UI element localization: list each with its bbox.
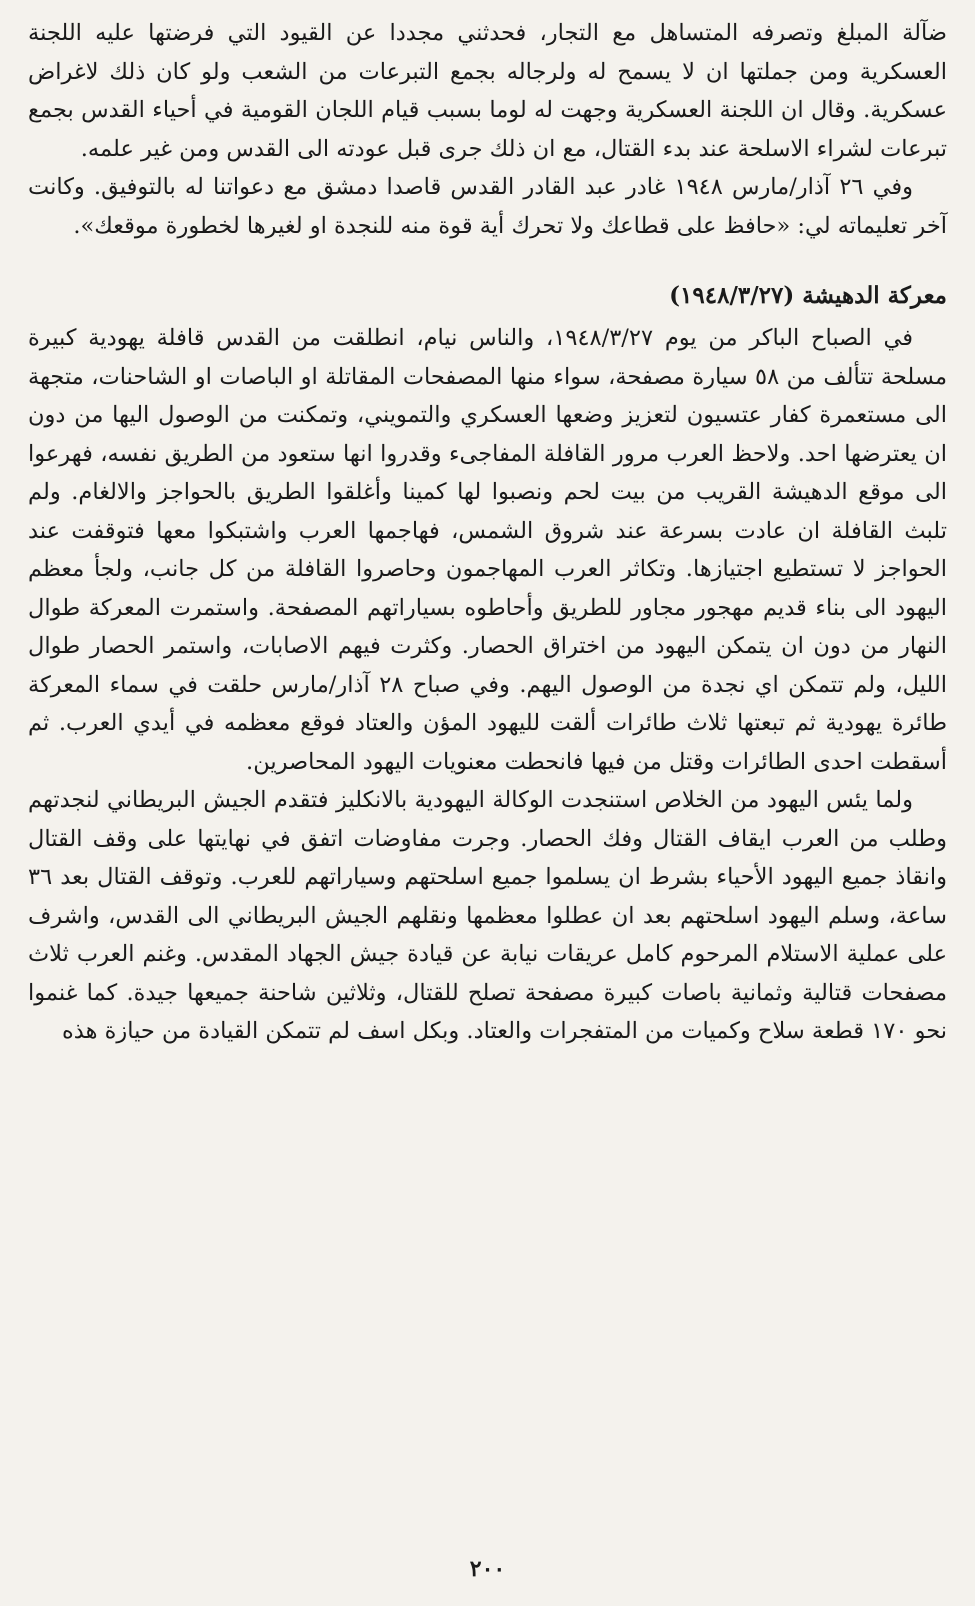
paragraph-1: ضآلة المبلغ وتصرفه المتساهل مع التجار، فحدثني مجددا عن القيود التي فرضتها عليه اللجنة العسكرية ومن جملتها ان لا يسمح له ولرجاله بجمع التبرعات من الشعب ولو كان ذلك لاغراض عسكرية. وقال ان اللجنة العسكرية وجهت له لوما بسبب قيام اللجان القومية في أحياء القدس بجمع تبرعات لشراء الاسلحة عند بدء القتال، مع ان ذلك جرى قبل عودته الى القدس ومن غير علمه. — [28, 20, 947, 162]
paragraph-2: وفي ٢٦ آذار/مارس ١٩٤٨ غادر عبد القادر القدس قاصدا دمشق مع دعواتنا له بالتوفيق. وكانت آخر تعليماته لي: «حافظ على قطاعك ولا تحرك أية قوة منه للنجدة او لغيرها لخطورة موقعك». — [28, 174, 947, 239]
page-number: ٢٠٠ — [469, 1556, 506, 1582]
paragraph-3: في الصباح الباكر من يوم ١٩٤٨/٣/٢٧، والناس نيام، انطلقت من القدس قافلة يهودية كبيرة مسلحة تتألف من ٥٨ سيارة مصفحة، سواء منها المصفحات المقاتلة او الباصات او الشاحنات، متجهة الى مستعمرة كفار عتسيون لتعزيز وضعها العسكري والتمويني، وتمكنت من الوصول اليها من دون ان يعترضها احد. ولاحظ العرب مرور القافلة المفاجىء وقدروا انها ستعود من الطريق نفسه، فهرعوا الى موقع الدهيشة القريب من بيت لحم ونصبوا لها كمينا وأغلقوا الطريق بالحواجز والالغام. ولم تلبث القافلة ان عادت بسرعة عند شروق الشمس، فهاجمها العرب واشتبكوا معها فتوقفت عند الحواجز لا تستطيع اجتيازها. وتكاثر العرب المهاجمون وحاصروا القافلة من كل جانب، ولجأ معظم اليهود الى بناء قديم مهجور مجاور للطريق وأحاطوه بسياراتهم المصفحة. واستمرت المعركة طوال النهار من دون ان يتمكن اليهود من اختراق الحصار. وكثرت فيهم الاصابات، واستمر الحصار طوال الليل، ولم تتمكن اي نجدة من الوصول اليهم. وفي صباح ٢٨ آذار/مارس حلقت في سماء المعركة طائرة يهودية ثم تبعتها ثلاث طائرات ألقت لليهود المؤن والعتاد فوقع معظمه في أيدي العرب. ثم أسقطت احدى الطائرات وقتل من فيها فانحطت معنويات اليهود المحاصرين. — [28, 325, 947, 775]
paragraph-4: ولما يئس اليهود من الخلاص استنجدت الوكالة اليهودية بالانكليز فتقدم الجيش البريطاني لنجدتهم وطلب من العرب ايقاف القتال وفك الحصار. وجرت مفاوضات اتفق في نهايتها على وقف القتال وانقاذ جميع اليهود الأحياء بشرط ان يسلموا جميع اسلحتهم وسياراتهم للعرب. وتوقف القتال بعد ٣٦ ساعة، وسلم اليهود اسلحتهم بعد ان عطلوا معظمها ونقلهم الجيش البريطاني الى القدس، واشرف على عملية الاستلام المرحوم كامل عريقات نيابة عن قيادة جيش الجهاد المقدس. وغنم العرب ثلاث مصفحات قتالية وثمانية باصات كبيرة مصفحة تصلح للقتال، وثلاثين شاحنة جميعها جيدة. كما غنموا نحو ١٧٠ قطعة سلاح وكميات من المتفجرات والعتاد. وبكل اسف لم تتمكن القيادة من حيازة هذه — [28, 787, 947, 1044]
page-body — [28, 14, 947, 1051]
section-heading: معركة الدهيشة (١٩٤٨/٣/٢٧) — [669, 282, 947, 309]
